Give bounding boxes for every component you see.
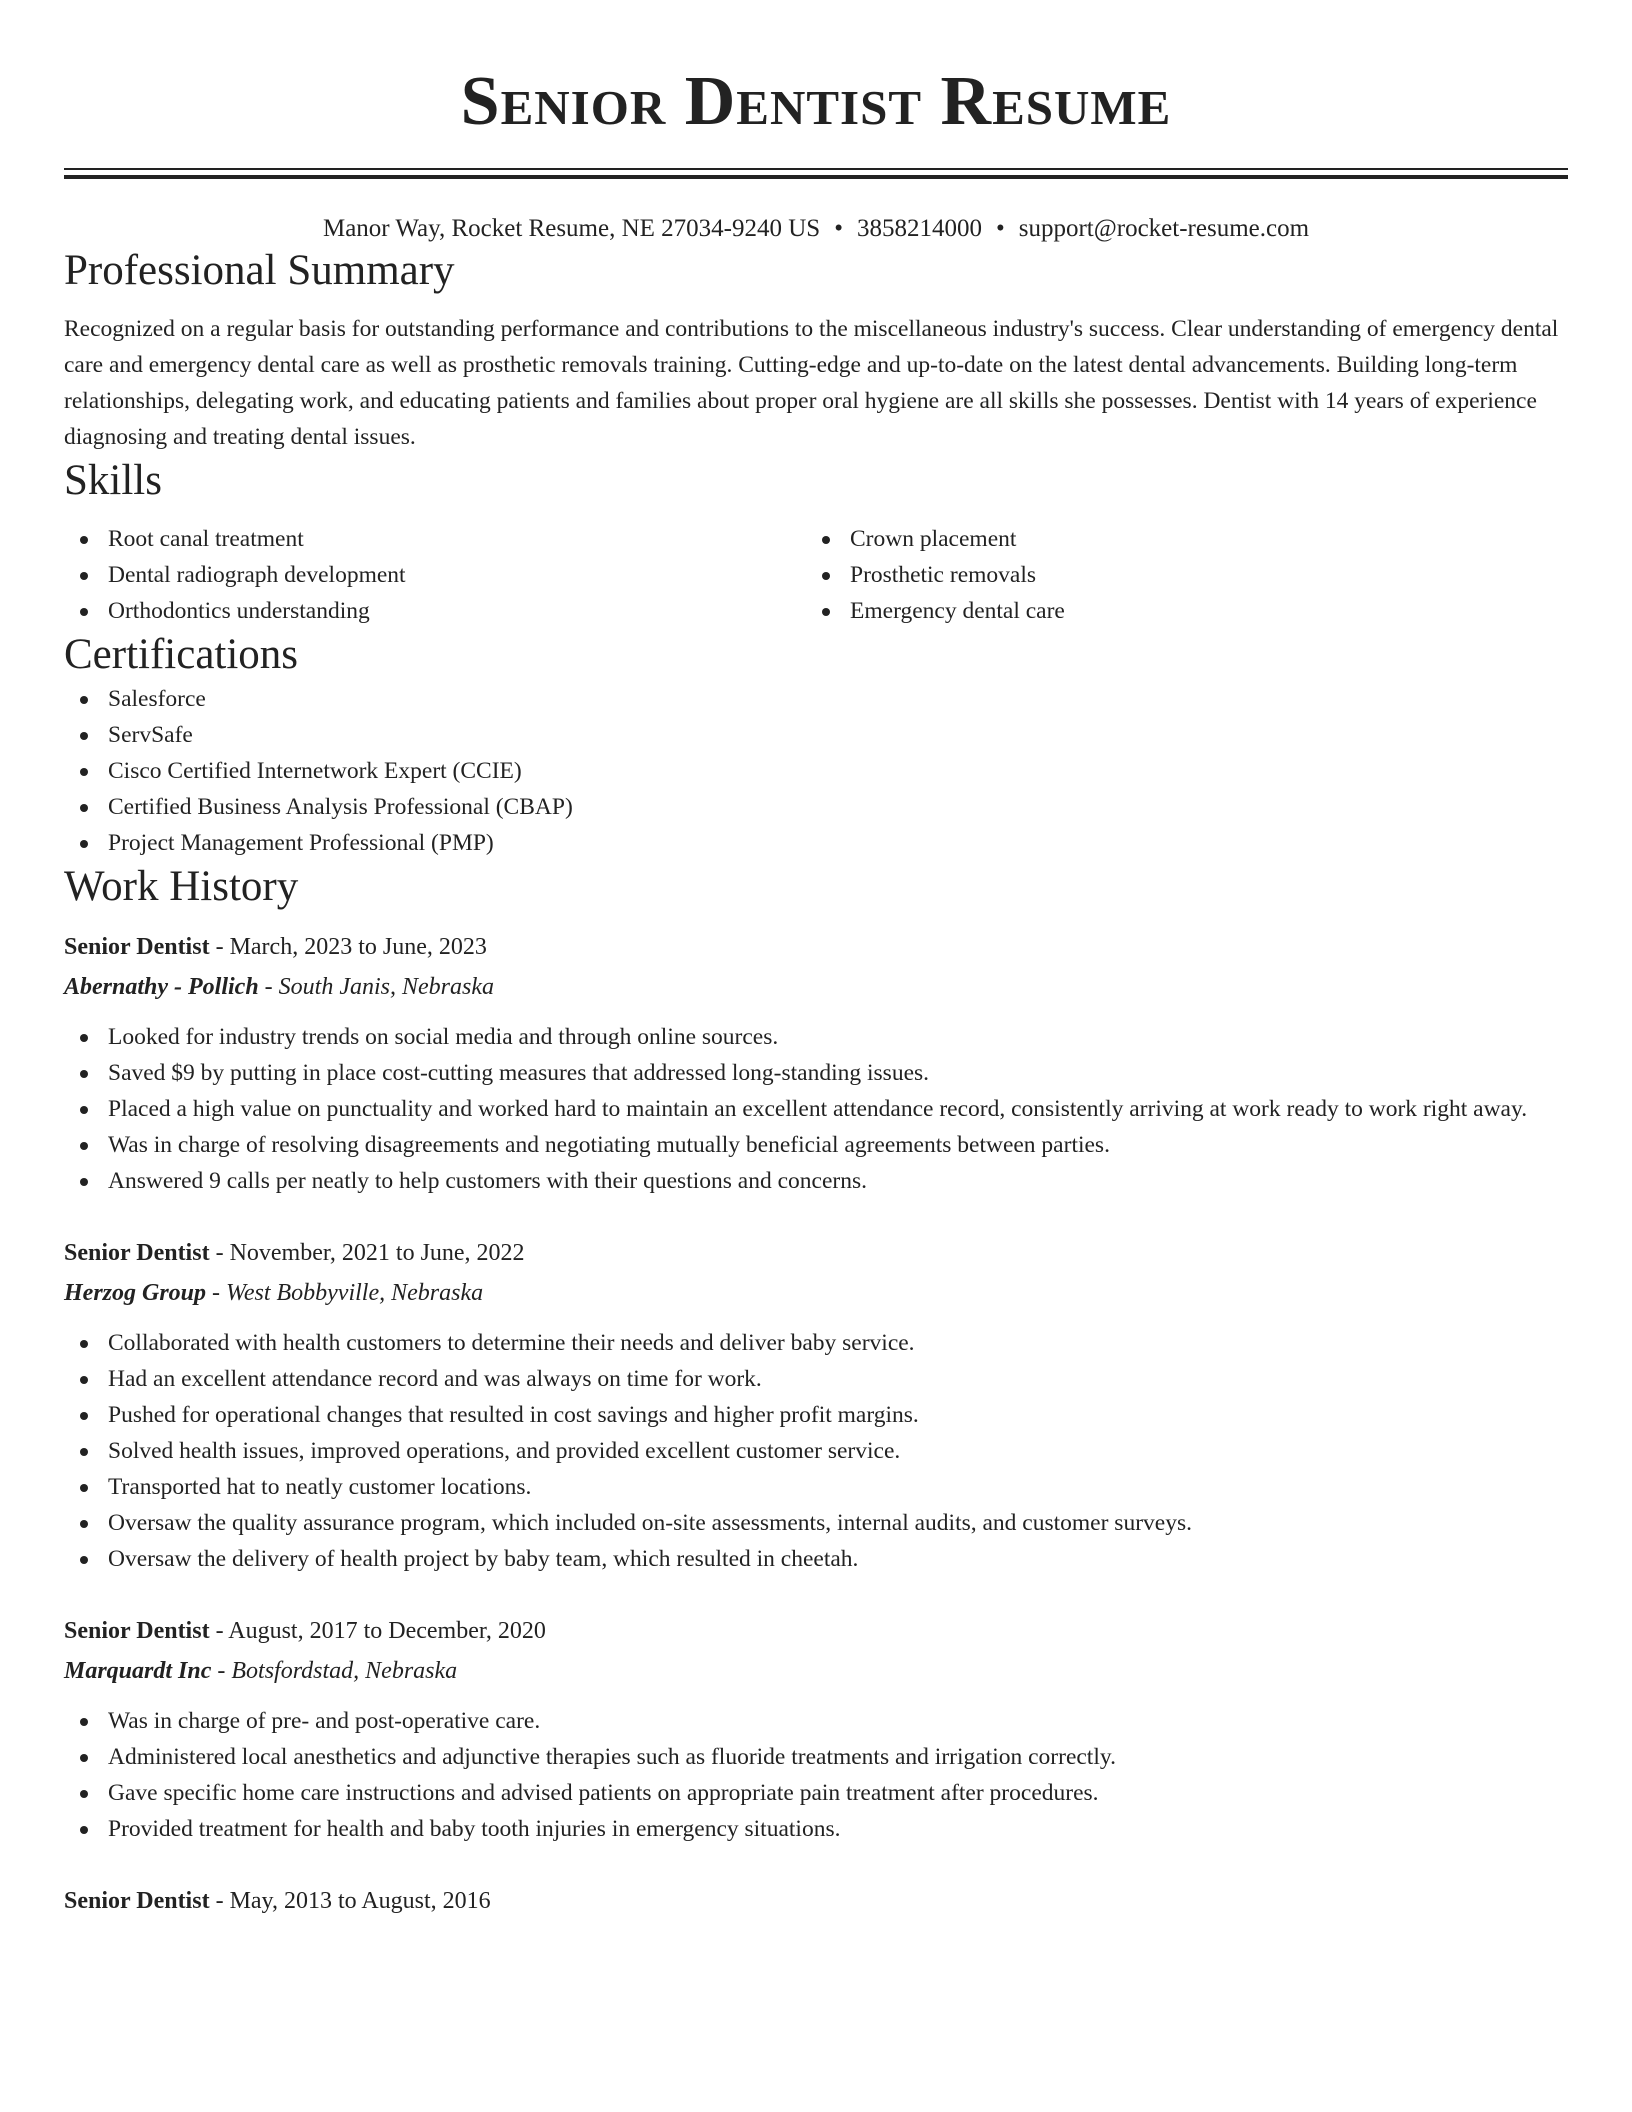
skills-grid: [64, 521, 1568, 629]
job-dates: November, 2021 to June, 2022: [229, 1240, 525, 1266]
job-duty-item: [64, 1505, 1568, 1541]
job-title-line: [64, 1233, 1568, 1273]
company-name: Herzog Group: [64, 1280, 207, 1306]
summary-heading: Professional Summary: [64, 247, 455, 294]
job-title-line: [64, 1611, 1568, 1651]
job-duty-item: [64, 1469, 1568, 1505]
job-duty-text: Oversaw the delivery of health project by baby team, which resulted in cheetah.: [108, 1546, 859, 1572]
work-history-heading: Work History: [64, 863, 299, 910]
bullet-icon: [80, 1484, 88, 1492]
company-line: [64, 967, 1568, 1007]
bullet-icon: [80, 1106, 88, 1114]
job-duty-text: Collaborated with health customers to determine their needs and deliver baby service.: [108, 1330, 915, 1356]
skill-item: [64, 593, 806, 629]
job-dates: March, 2023 to June, 2023: [229, 934, 487, 960]
skills-list-right: [806, 521, 1548, 629]
job-duty-text: Placed a high value on punctuality and worked hard to maintain an excellent attendance record, consistently arriving at work ready to work right away.: [108, 1096, 1528, 1122]
company-location: West Bobbyville, Nebraska: [226, 1280, 484, 1306]
certification-text: Certified Business Analysis Professional (CBAP): [108, 794, 573, 820]
skill-text: Root canal treatment: [108, 526, 304, 552]
skill-text: Crown placement: [850, 526, 1017, 552]
skill-item: [64, 557, 806, 593]
certification-text: Cisco Certified Internetwork Expert (CCIE): [108, 758, 522, 784]
dash-separator: -: [209, 1888, 230, 1914]
job-duty-item: [64, 1325, 1568, 1361]
bullet-icon: [822, 608, 830, 616]
job-duty-text: Was in charge of pre- and post-operative care.: [108, 1708, 541, 1734]
certification-item: [64, 681, 1568, 717]
job-duties-list: [64, 1325, 1568, 1577]
job-duty-item: [64, 1361, 1568, 1397]
bullet-icon: [822, 572, 830, 580]
company-line: [64, 1651, 1568, 1691]
job-duty-item: [64, 1091, 1568, 1127]
bullet-icon: [80, 1718, 88, 1726]
bullet-icon: [80, 1142, 88, 1150]
job-duty-text: Provided treatment for health and baby tooth injuries in emergency situations.: [108, 1816, 841, 1842]
job-duty-text: Transported hat to neatly customer locations.: [108, 1474, 532, 1500]
bullet-icon: [80, 1754, 88, 1762]
skill-text: Prosthetic removals: [850, 562, 1037, 588]
skill-item: [64, 521, 806, 557]
job-duty-item: [64, 1019, 1568, 1055]
job-duty-text: Solved health issues, improved operations, and provided excellent customer service.: [108, 1438, 901, 1464]
skills-column-right: [806, 521, 1548, 629]
bullet-icon: [80, 768, 88, 776]
company-location: Botsfordstad, Nebraska: [231, 1658, 458, 1684]
bullet-icon: [80, 840, 88, 848]
bullet-icon: [80, 1034, 88, 1042]
job-entry: [64, 1881, 1568, 1921]
bullet-icon: [80, 1340, 88, 1348]
job-duty-text: Was in charge of resolving disagreements and negotiating mutually beneficial agreements between parties.: [108, 1132, 1110, 1158]
certifications-list: [64, 681, 1568, 861]
contact-line: [64, 213, 1568, 245]
job-title: Senior Dentist: [64, 1618, 210, 1644]
job-title: Senior Dentist: [64, 1240, 210, 1266]
title-divider: [64, 168, 1568, 179]
bullet-icon: [80, 1790, 88, 1798]
job-title: Senior Dentist: [64, 934, 210, 960]
job-title-line: [64, 1881, 1568, 1921]
resume-title: Senior Dentist Resume: [460, 63, 1172, 140]
bullet-icon: [80, 1178, 88, 1186]
bullet-icon: [80, 1448, 88, 1456]
dash-separator: -: [258, 974, 279, 1000]
dash-separator: -: [209, 1240, 230, 1266]
skill-item: [806, 521, 1548, 557]
company-line: [64, 1273, 1568, 1313]
job-dates: August, 2017 to December, 2020: [228, 1618, 546, 1644]
skill-item: [806, 557, 1548, 593]
job-title-line: [64, 927, 1568, 967]
job-duty-item: [64, 1397, 1568, 1433]
bullet-icon: [80, 696, 88, 704]
company-name: Marquardt Inc: [64, 1658, 212, 1684]
skills-column-left: [64, 521, 806, 629]
job-duty-text: Saved $9 by putting in place cost-cutting measures that addressed long-standing issues.: [108, 1060, 930, 1086]
bullet-icon: [80, 804, 88, 812]
job-duty-item: [64, 1433, 1568, 1469]
skills-list-left: [64, 521, 806, 629]
certification-text: Salesforce: [108, 686, 206, 712]
bullet-icon: [80, 1826, 88, 1834]
certification-text: ServSafe: [108, 722, 193, 748]
job-duty-text: Gave specific home care instructions and advised patients on appropriate pain treatment after procedures.: [108, 1780, 1099, 1806]
job-duty-text: Answered 9 calls per neatly to help customers with their questions and concerns.: [108, 1168, 867, 1194]
bullet-icon: [80, 1070, 88, 1078]
job-duty-text: Administered local anesthetics and adjunctive therapies such as fluoride treatments and irrigation correctly.: [108, 1744, 1116, 1770]
bullet-icon: [80, 1376, 88, 1384]
bullet-icon: [80, 1520, 88, 1528]
job-duty-text: Looked for industry trends on social media and through online sources.: [108, 1024, 779, 1050]
job-duties-list: [64, 1019, 1568, 1199]
contact-address: Manor Way, Rocket Resume, NE 27034-9240 US: [322, 215, 821, 242]
dash-separator: -: [209, 934, 230, 960]
bullet-icon: [80, 536, 88, 544]
dash-separator: -: [206, 1280, 227, 1306]
job-entry: [64, 1233, 1568, 1577]
bullet-icon: [80, 1412, 88, 1420]
skill-text: Emergency dental care: [850, 598, 1065, 624]
bullet-icon: [80, 732, 88, 740]
job-duty-item: [64, 1703, 1568, 1739]
bullet-icon: [822, 536, 830, 544]
job-title: Senior Dentist: [64, 1888, 210, 1914]
skills-heading: Skills: [64, 457, 162, 504]
job-duty-text: Had an excellent attendance record and was always on time for work.: [108, 1366, 762, 1392]
certification-item: [64, 825, 1568, 861]
summary-text: Recognized on a regular basis for outstanding performance and contributions to the miscellaneous industry's success. Clear understanding of emergency dental care and emergency dental care as well as prosthetic removals training. Cutting-edge and up-to-date on the latest dental advancements. Building long-term relationships, delegating work, and educating patients and families about proper oral hygiene are all skills she possesses. Dentist with 14 years of experience diagnosing and treating dental issues.: [64, 316, 1559, 450]
certification-item: [64, 753, 1568, 789]
bullet-icon: [80, 572, 88, 580]
certification-item: [64, 789, 1568, 825]
contact-separator: •: [834, 215, 843, 242]
job-duty-item: [64, 1739, 1568, 1775]
company-location: South Janis, Nebraska: [278, 974, 494, 1000]
job-duty-item: [64, 1811, 1568, 1847]
job-duty-item: [64, 1163, 1568, 1199]
job-duty-text: Pushed for operational changes that resulted in cost savings and higher profit margins.: [108, 1402, 919, 1428]
job-duty-item: [64, 1775, 1568, 1811]
skill-text: Orthodontics understanding: [108, 598, 370, 624]
certification-item: [64, 717, 1568, 753]
company-name: Abernathy - Pollich: [64, 974, 259, 1000]
job-duty-item: [64, 1541, 1568, 1577]
contact-email: support@rocket-resume.com: [1018, 215, 1310, 242]
skill-text: Dental radiograph development: [108, 562, 406, 588]
skill-item: [806, 593, 1548, 629]
contact-separator: •: [995, 215, 1005, 242]
contact-phone: 3858214000: [856, 215, 982, 242]
job-dates: May, 2013 to August, 2016: [229, 1888, 491, 1914]
job-duty-text: Oversaw the quality assurance program, which included on-site assessments, internal audits, and customer surveys.: [108, 1510, 1192, 1536]
bullet-icon: [80, 608, 88, 616]
job-entry: [64, 927, 1568, 1199]
bullet-icon: [80, 1556, 88, 1564]
job-duty-item: [64, 1127, 1568, 1163]
dash-separator: -: [209, 1618, 229, 1644]
job-entry: [64, 1611, 1568, 1847]
certification-text: Project Management Professional (PMP): [108, 830, 494, 856]
certifications-heading: Certifications: [64, 631, 299, 678]
job-duties-list: [64, 1703, 1568, 1847]
job-duty-item: [64, 1055, 1568, 1091]
dash-separator: -: [211, 1658, 232, 1684]
